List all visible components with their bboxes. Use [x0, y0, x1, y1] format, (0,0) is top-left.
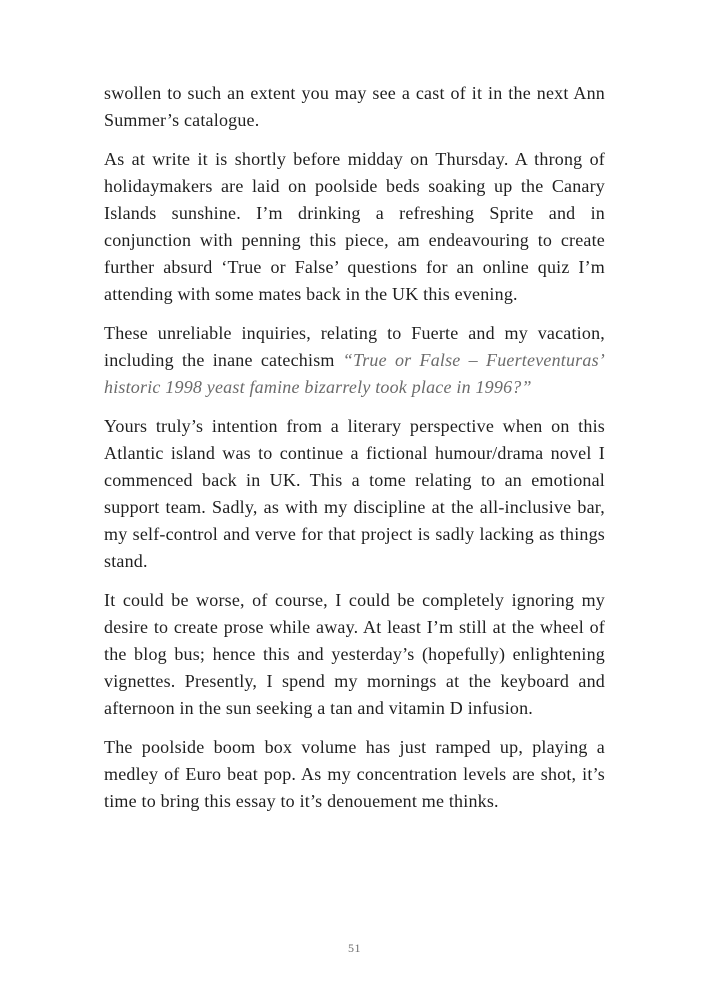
body-text: [104, 80, 605, 827]
paragraph-6: The poolside boom box volume has just ramped up, playing a medley of Euro beat pop. As my concentration levels are shot, it’s time to bring this essay to it’s denouement me thinks.: [104, 737, 605, 811]
paragraph-3: [104, 320, 605, 401]
paragraph-1: swollen to such an extent you may see a cast of it in the next Ann Summer’s catalogue.: [104, 83, 605, 130]
paragraph-4: Yours truly’s intention from a literary perspective when on this Atlantic island was to continue a fictional humour/drama novel I commenced back in UK. This a tome relating to an emotional support team. Sadly, as with my discipline at the all-inclusive bar, my self-control and verve for that project is sadly lacking as things stand.: [104, 416, 605, 571]
paragraph-5: It could be worse, of course, I could be completely ignoring my desire to create prose while away. At least I’m still at the wheel of the blog bus; hence this and yesterday’s (hopefully) enlightening vignettes. Presently, I spend my mornings at the keyboard and afternoon in the sun seeking a tan and vitamin D infusion.: [104, 590, 605, 718]
paragraph-3-lead: These unreliable inquiries, relating to Fuerte and my vacation, including the inane catechism: [104, 323, 605, 370]
page-number: 51: [348, 941, 361, 955]
paragraph-3-quote: “True or False – Fuerteventuras’ historic 1998 yeast famine bizarrely took place in 1996?”: [104, 350, 605, 397]
paragraph-2: As at write it is shortly before midday on Thursday. A throng of holidaymakers are laid on poolside beds soaking up the Canary Islands sunshine. I’m drinking a refreshing Sprite and in conjunction with penning this piece, am endeavouring to create further absurd ‘True or False’ questions for an online quiz I’m attending with some mates back in the UK this evening.: [104, 149, 605, 304]
